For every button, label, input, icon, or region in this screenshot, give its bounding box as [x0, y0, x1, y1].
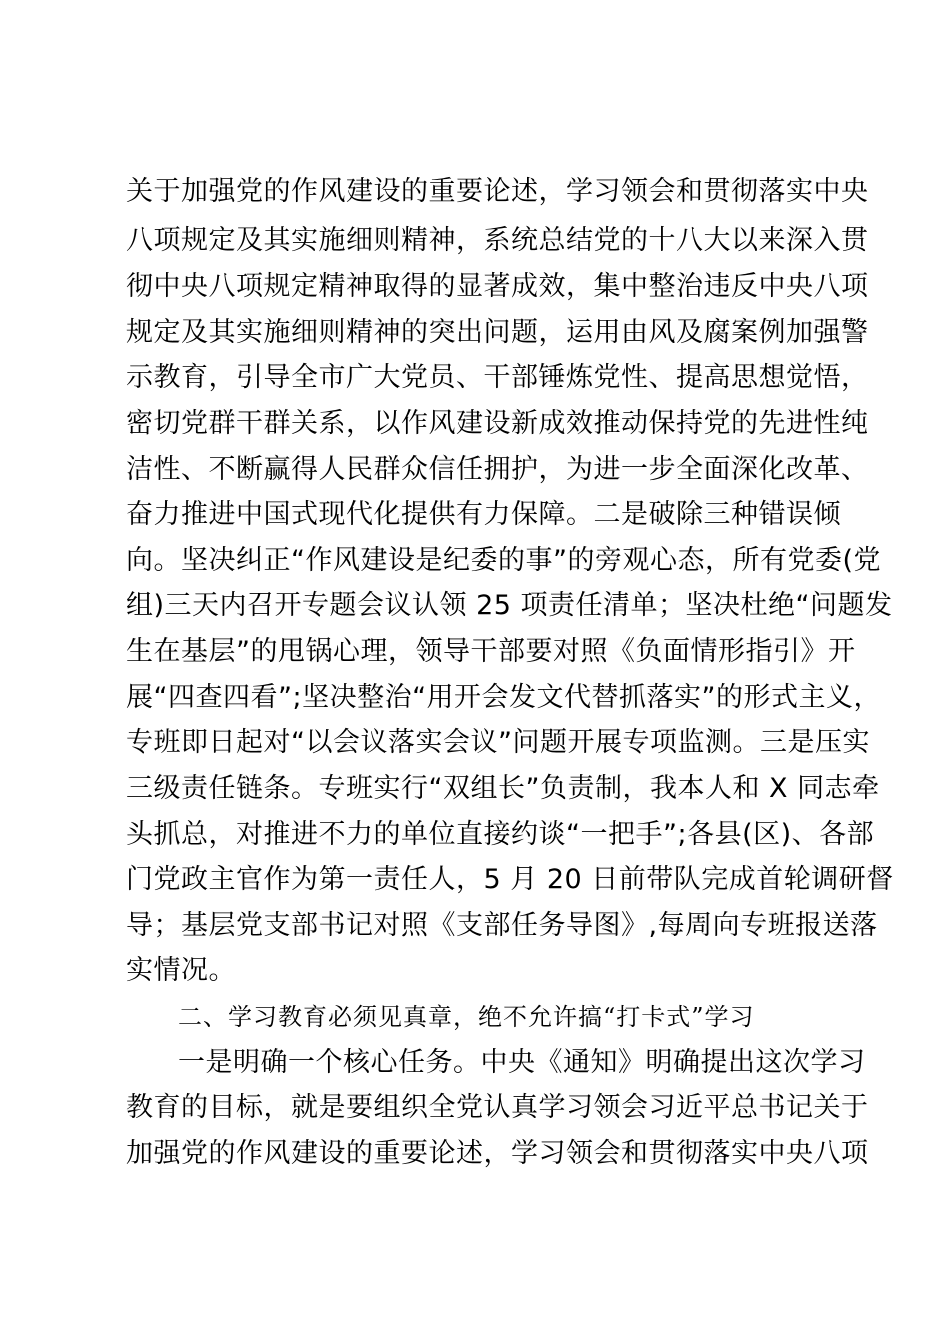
paragraph-line: 生在基层”的甩锅心理，领导干部要对照《负面情形指引》开 — [126, 636, 856, 667]
paragraph-line: 实情况。 — [126, 955, 236, 986]
paragraph-line: 头抓总，对推进不力的单位直接约谈“一把手”;各县(区)、各部 — [126, 819, 875, 850]
paragraph-line: 加强党的作风建设的重要论述，学习领会和贯彻落实中央八项 — [126, 1138, 869, 1169]
paragraph-line: 向。坚决纠正“作风建设是纪委的事”的旁观心态，所有党委(党 — [126, 545, 882, 576]
paragraph-line: 教育的目标，就是要组织全党认真学习领会习近平总书记关于 — [126, 1092, 869, 1123]
paragraph-line: 彻中央八项规定精神取得的显著成效，集中整治违反中央八项 — [126, 271, 869, 302]
paragraph-line: 组)三天内召开专题会议认领 25 项责任清单；坚决杜绝“问题发 — [126, 590, 893, 621]
paragraph-line: 门党政主官作为第一责任人，5 月 20 日前带队完成首轮调研督 — [126, 864, 894, 895]
paragraph-line: 密切党群干群关系，以作风建设新成效推动保持党的先进性纯 — [126, 408, 869, 439]
section-heading: 二、学习教育必须见真章，绝不允许搞“打卡式”学习 — [178, 1003, 755, 1031]
paragraph-line: 奋力推进中国式现代化提供有力保障。二是破除三种错误倾 — [126, 499, 841, 530]
paragraph-line: 三级责任链条。专班实行“双组长”负责制，我本人和 X 同志牵 — [126, 773, 880, 804]
paragraph-line: 八项规定及其实施细则精神，系统总结党的十八大以来深入贯 — [126, 225, 869, 256]
paragraph-line: 规定及其实施细则精神的突出问题，运用由风及腐案例加强警 — [126, 317, 869, 348]
paragraph-line: 一是明确一个核心任务。中央《通知》明确提出这次学习 — [178, 1047, 866, 1078]
paragraph-line: 导；基层党支部书记对照《支部任务导图》,每周向专班报送落 — [126, 910, 878, 941]
paragraph-line: 关于加强党的作风建设的重要论述，学习领会和贯彻落实中央 — [126, 176, 869, 207]
paragraph-line: 洁性、不断赢得人民群众信任拥护，为进一步全面深化改革、 — [126, 454, 869, 485]
paragraph-line: 示教育，引导全市广大党员、干部锤炼党性、提高思想觉悟， — [126, 362, 869, 393]
paragraph-line: 展“四查四看”;坚决整治“用开会发文代替抓落实”的形式主义， — [126, 682, 882, 713]
paragraph-line: 专班即日起对“以会议落实会议”问题开展专项监测。三是压实 — [126, 727, 870, 758]
